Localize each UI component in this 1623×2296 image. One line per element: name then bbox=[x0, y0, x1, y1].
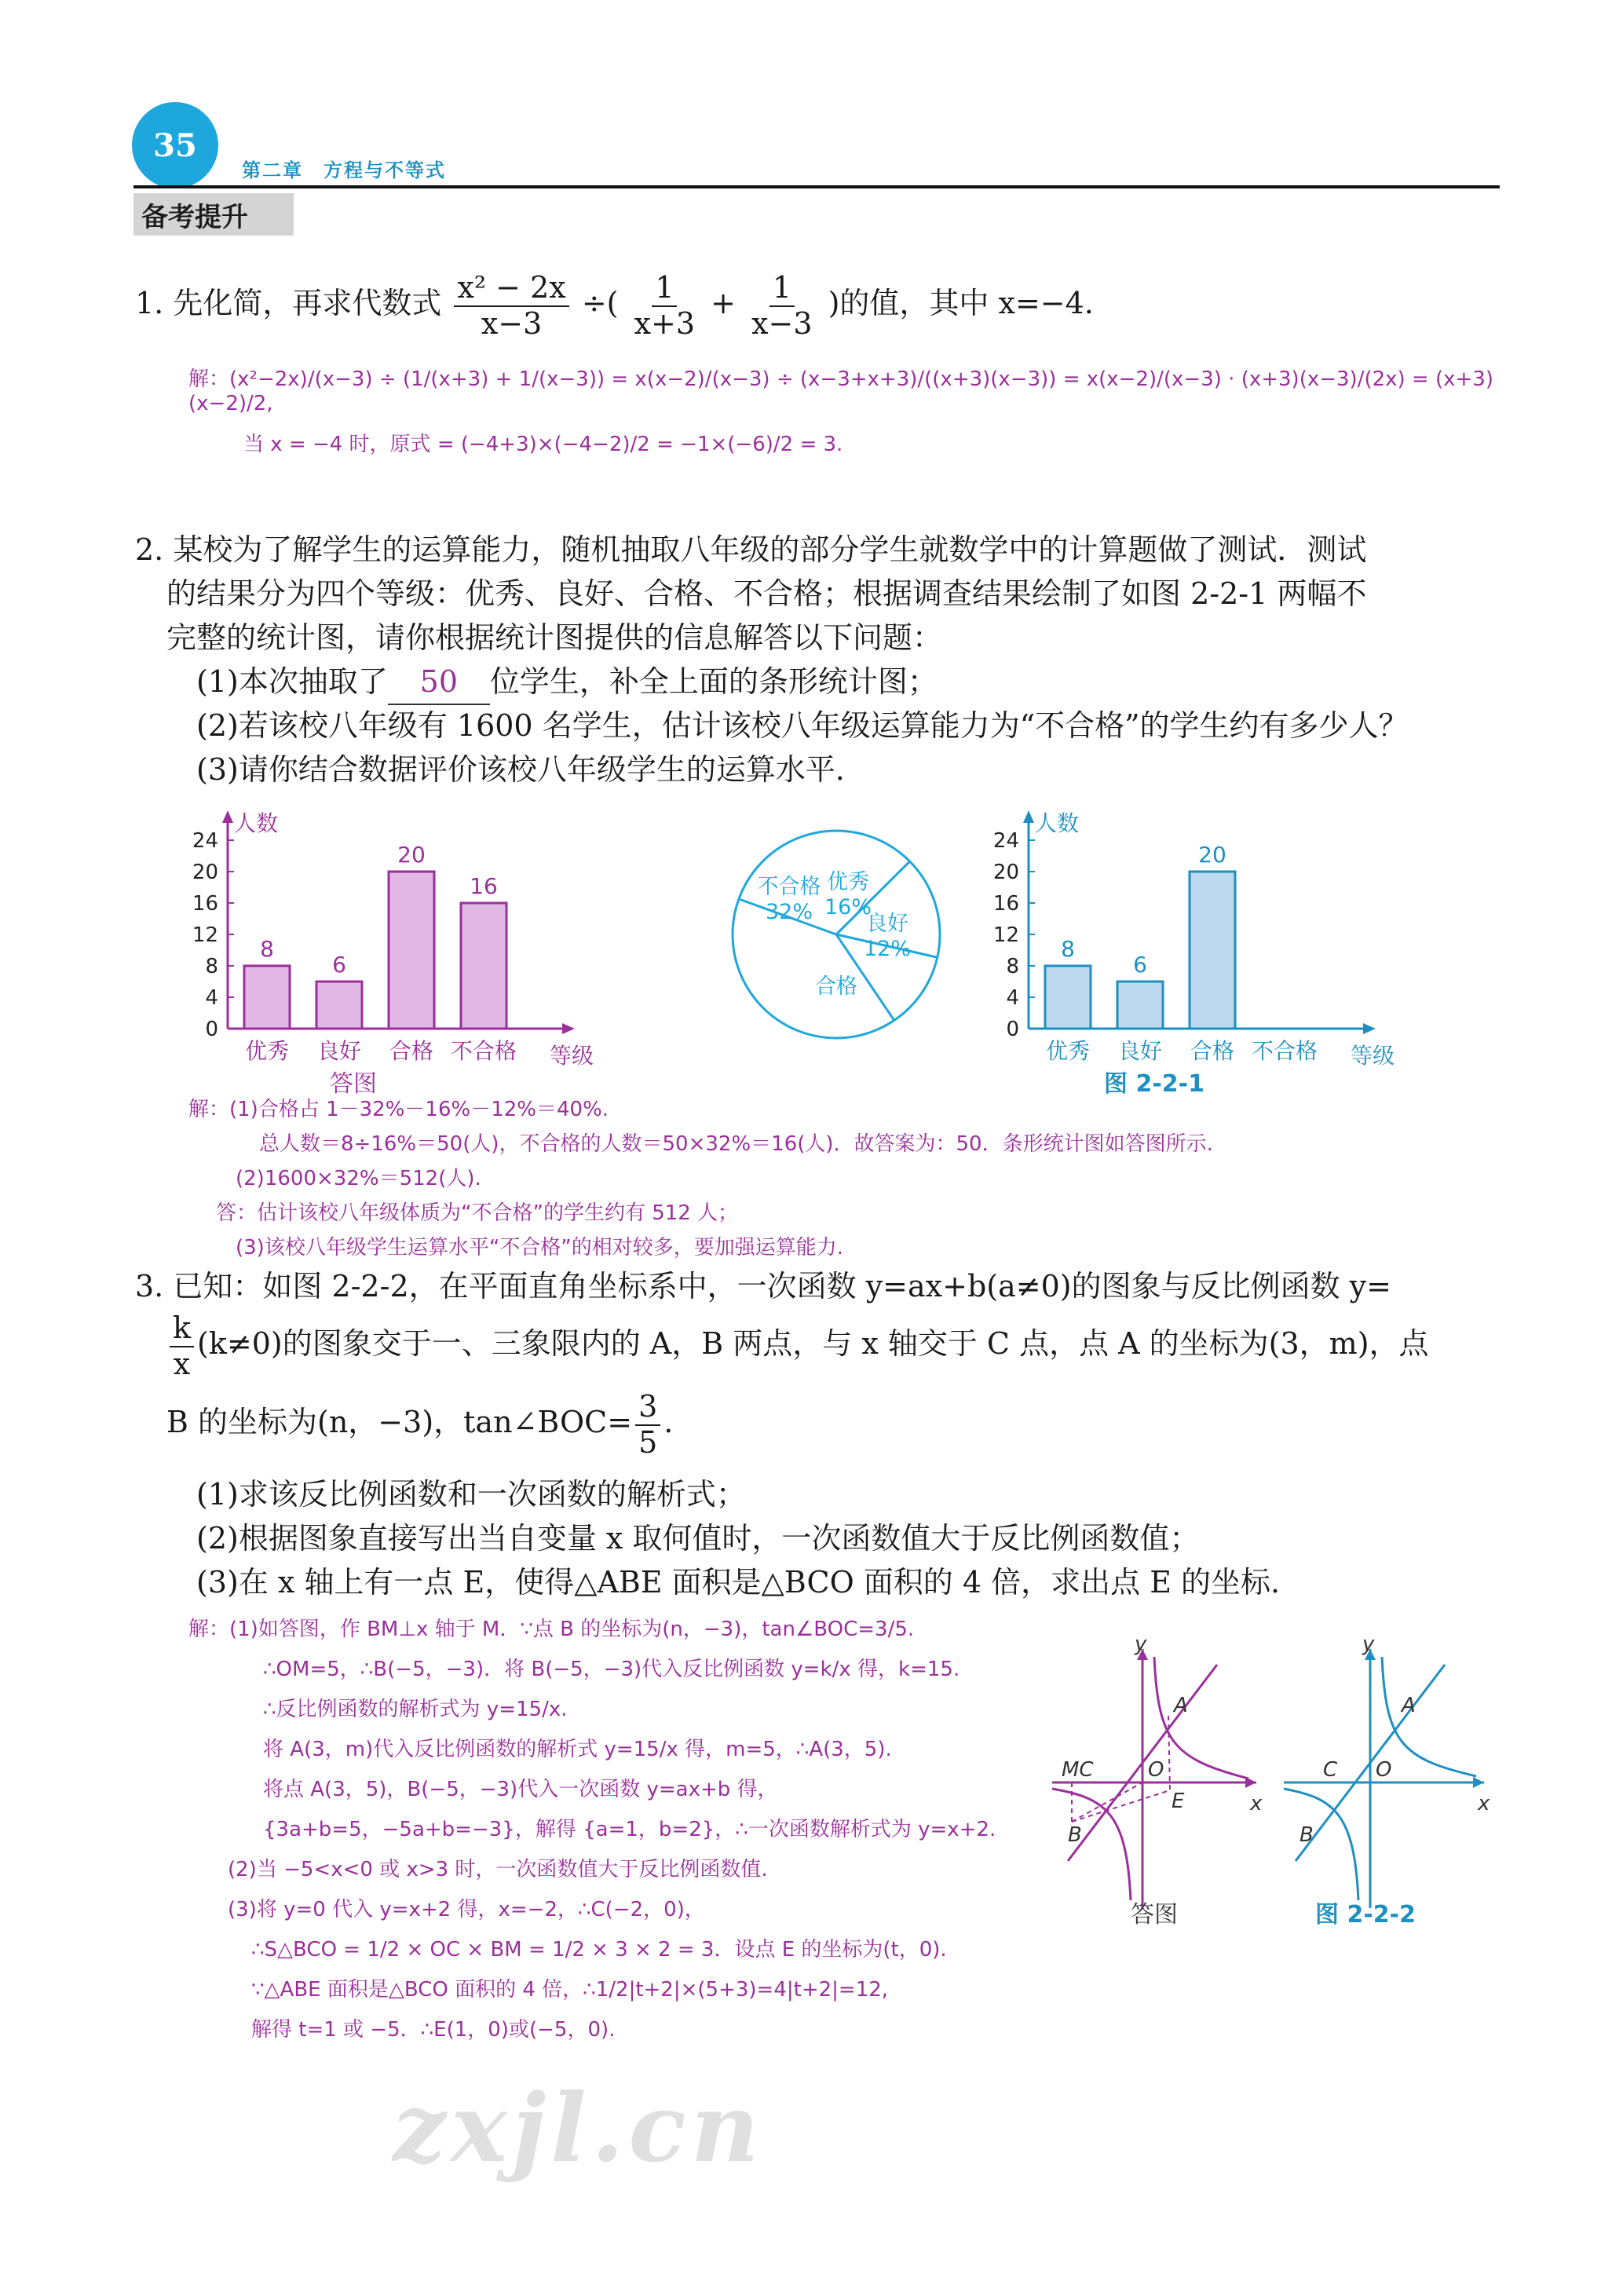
q3-sol-line: 解：(1)如答图，作 BM⊥x 轴于 M．∵点 B 的坐标为(n，−3)，tan∠BOC=3/5. bbox=[188, 1618, 915, 1641]
x-label: x bbox=[1478, 1792, 1490, 1815]
solution-text: (x²−2x)/(x−3) ÷ (1/(x+3) + 1/(x−3)) = x(x−2)/(x−3) ÷ (x−3+x+3)/((x+3)(x−3)) = x(x−2)/(x−3) · (x+3)(x−3)/(2x) = (x+3)(x−2)/2, bbox=[188, 367, 1493, 415]
section-title: 备考提升 bbox=[133, 193, 294, 236]
q3-line1: 3. 已知：如图 2-2-2，在平面直角坐标系中，一次函数 y=ax+b(a≠0)的图象与反比例函数 y= bbox=[135, 1269, 1391, 1303]
q3-answer-figure bbox=[1036, 1633, 1272, 1932]
y-tick-label: 4 bbox=[205, 986, 218, 1010]
point-C: C bbox=[1323, 1758, 1338, 1782]
pie-label: 不合格 bbox=[757, 875, 821, 899]
x-tick-label: 不合格 bbox=[450, 1038, 517, 1064]
pie-label: 优秀 bbox=[827, 870, 869, 894]
answer-figure-caption: 答图 bbox=[1131, 1901, 1178, 1929]
bar bbox=[1190, 872, 1235, 1029]
point-A: A bbox=[1402, 1694, 1416, 1717]
q3-figure bbox=[1272, 1633, 1508, 1932]
q1-op: ÷( bbox=[581, 286, 619, 321]
pie-chart bbox=[718, 817, 978, 1052]
q2-solution-2: 总人数＝8÷16%＝50(人)，不合格的人数＝50×32%＝16(人)．故答案为：50．条形统计图如答图所示. bbox=[259, 1132, 1213, 1156]
bar bbox=[1117, 982, 1163, 1029]
chart-caption: 答图 bbox=[330, 1070, 377, 1098]
q2-line2: 的结果分为四个等级：优秀、良好、合格、不合格；根据调查结果绘制了如图 2-2-1 两幅不 bbox=[166, 576, 1367, 611]
q1-frac-b bbox=[631, 271, 698, 341]
q3-sol-line: (2)当 −5<x<0 或 x>3 时，一次函数值大于反比例函数值. bbox=[228, 1858, 768, 1881]
y-label: y bbox=[1362, 1632, 1375, 1656]
y-label: y bbox=[1135, 1632, 1147, 1656]
hyperbola-q3 bbox=[1284, 1789, 1358, 1900]
frac-den: 5 bbox=[638, 1424, 658, 1460]
y-tick-label: 16 bbox=[992, 892, 1019, 916]
chapter-title: 第二章 方程与不等式 bbox=[242, 159, 446, 181]
x-tick-label: 良好 bbox=[316, 1038, 362, 1064]
q3-sub2: (2)根据图象直接写出当自变量 x 取何值时，一次函数值大于反比例函数值； bbox=[196, 1521, 1200, 1556]
x-tick-label: 良好 bbox=[1117, 1038, 1163, 1064]
pie-percent: 12% bbox=[863, 937, 912, 961]
bar bbox=[316, 982, 362, 1029]
point-E: E bbox=[1172, 1790, 1185, 1813]
x-axis-arrow bbox=[562, 1023, 575, 1034]
frac-num: x² − 2x bbox=[454, 271, 568, 307]
data-label: 8 bbox=[1061, 936, 1075, 962]
y-tick-label: 0 bbox=[1006, 1018, 1019, 1041]
q2-sub2: (2)若该校八年级有 1600 名学生，估计该校八年级运算能力为“不合格”的学生约有多少人？ bbox=[196, 708, 1409, 743]
q1-op: + bbox=[711, 286, 736, 321]
y-tick-label: 0 bbox=[205, 1018, 218, 1041]
y-tick-label: 20 bbox=[192, 861, 218, 884]
point-O: O bbox=[1376, 1758, 1392, 1782]
q2-sub1-pre: (1)本次抽取了 bbox=[196, 664, 388, 699]
bar bbox=[389, 872, 434, 1029]
bar bbox=[461, 903, 506, 1029]
frac-num: 1 bbox=[652, 271, 677, 307]
q2-sub1 bbox=[196, 660, 1500, 705]
q3-sol-line: 将点 A(3，5)，B(−5，−3)代入一次函数 y=ax+b 得， bbox=[263, 1778, 778, 1801]
q3-line2-text: (k≠0)的图象交于一、三象限内的 A，B 两点，与 x 轴交于 C 点，点 A 的坐标为(3，m)，点 bbox=[197, 1326, 1429, 1362]
x-tick-label: 优秀 bbox=[1045, 1038, 1091, 1064]
y-axis-arrow bbox=[222, 810, 233, 823]
point-B: B bbox=[1299, 1823, 1314, 1847]
y-axis-title: 人数 bbox=[1035, 810, 1080, 836]
hyperbola-q1 bbox=[1382, 1657, 1476, 1776]
q2-line1: 2. 某校为了解学生的运算能力，随机抽取八年级的部分学生就数学中的计算题做了测试．测试 bbox=[135, 532, 1367, 567]
q2-solution-3: (2)1600×32%＝512(人). bbox=[236, 1167, 481, 1190]
x-label: x bbox=[1250, 1792, 1263, 1815]
q3-sol-line: 解得 t=1 或 −5．∴E(1，0)或(−5，0). bbox=[251, 2018, 616, 2042]
x-tick-label: 不合格 bbox=[1251, 1038, 1318, 1064]
y-axis-arrow bbox=[1023, 810, 1034, 823]
q3-sub3: (3)在 x 轴上有一点 E，使得△ABE 面积是△BCO 面积的 4 倍，求出点 E 的坐标. bbox=[196, 1565, 1281, 1600]
data-label: 6 bbox=[1133, 952, 1147, 978]
q3-sol-line: ∴反比例函数的解析式为 y=15/x. bbox=[263, 1698, 568, 1721]
q1-suffix: )的值，其中 x=−4. bbox=[828, 286, 1094, 321]
q3-line3-post: . bbox=[663, 1405, 674, 1440]
frac-den: x−3 bbox=[751, 305, 813, 341]
bar bbox=[1045, 966, 1091, 1029]
q1-frac-a bbox=[454, 271, 568, 341]
q2-solution-1: 解：(1)合格占 1－32%－16%－12%＝40%. bbox=[188, 1098, 609, 1121]
q3-sol-line: {3a+b=5，−5a+b=−3}，解得 {a=1，b=2}，∴一次函数解析式为 y=x+2. bbox=[263, 1818, 996, 1841]
q2-sub1-post: 位学生，补全上面的条形统计图； bbox=[489, 664, 938, 699]
y-tick-label: 12 bbox=[992, 923, 1019, 947]
pie-label: 合格 bbox=[815, 974, 857, 999]
point-MC: MC bbox=[1062, 1758, 1094, 1782]
q3-frac-k-x bbox=[170, 1311, 194, 1381]
q1-solution-line1 bbox=[188, 363, 1523, 415]
q3-sol-line: 将 A(3，m)代入反比例函数的解析式 y=15/x 得，m=5，∴A(3，5). bbox=[263, 1738, 892, 1761]
y-tick-label: 8 bbox=[1006, 955, 1019, 978]
frac-den: x−3 bbox=[481, 305, 543, 341]
point-A: A bbox=[1174, 1694, 1188, 1717]
q3-sol-line: ∴OM=5，∴B(−5，−3)．将 B(−5，−3)代入反比例函数 y=k/x 得，k=15. bbox=[263, 1658, 960, 1681]
pie-percent: 16% bbox=[824, 895, 872, 919]
q3-sol-line: ∴S△BCO = 1/2 × OC × BM = 1/2 × 3 × 2 = 3．设点 E 的坐标为(t，0). bbox=[251, 1938, 947, 1961]
q2-solution-4: 答：估计该校八年级体质为“不合格”的学生约有 512 人； bbox=[216, 1201, 739, 1225]
frac-num: k bbox=[170, 1311, 194, 1347]
x-axis-arrow bbox=[1473, 1777, 1484, 1788]
page-number: 35 bbox=[132, 102, 218, 188]
pie-percent: 32% bbox=[765, 900, 813, 924]
x-axis-title: 等级 bbox=[1351, 1043, 1395, 1069]
q3-line3-pre: B 的坐标为(n，−3)，tan∠BOC= bbox=[166, 1405, 633, 1440]
frac-num: 3 bbox=[635, 1390, 660, 1426]
x-axis-arrow bbox=[1363, 1023, 1376, 1034]
data-label: 6 bbox=[332, 952, 346, 978]
figure-caption: 图 2-2-2 bbox=[1315, 1901, 1416, 1929]
x-tick-label: 合格 bbox=[389, 1038, 434, 1064]
q3-sol-line: ∵△ABE 面积是△BCO 面积的 4 倍，∴1/2|t+2|×(5+3)=4|t+2|=12, bbox=[251, 1978, 889, 2002]
point-B: B bbox=[1068, 1823, 1082, 1847]
x-tick-label: 优秀 bbox=[244, 1038, 290, 1064]
data-label: 20 bbox=[397, 842, 426, 868]
y-tick-label: 12 bbox=[192, 923, 218, 947]
chart-caption: 图 2-2-1 bbox=[1104, 1070, 1204, 1098]
q3-sub1: (1)求该反比例函数和一次函数的解析式； bbox=[196, 1477, 746, 1512]
bar bbox=[244, 966, 290, 1029]
answer-bar-chart bbox=[173, 793, 628, 1098]
q1-frac-c bbox=[748, 271, 815, 341]
frac-den: x bbox=[173, 1346, 191, 1381]
q3-frac-tan bbox=[635, 1390, 660, 1460]
hyperbola-q3 bbox=[1052, 1789, 1131, 1900]
y-tick-label: 8 bbox=[205, 955, 218, 978]
q1-stem bbox=[135, 271, 1501, 341]
y-tick-label: 4 bbox=[1006, 986, 1019, 1010]
x-tick-label: 合格 bbox=[1190, 1038, 1235, 1064]
y-tick-label: 16 bbox=[192, 892, 218, 916]
y-tick-label: 20 bbox=[992, 861, 1019, 884]
watermark: zxjl.cn bbox=[393, 2073, 764, 2184]
data-label: 16 bbox=[470, 873, 498, 899]
y-tick-label: 24 bbox=[192, 829, 218, 853]
header-divider bbox=[133, 185, 1500, 188]
data-label: 8 bbox=[260, 936, 274, 962]
q3-solution bbox=[188, 1610, 1044, 2050]
solution-label: 解： bbox=[188, 367, 230, 391]
pie-label: 良好 bbox=[866, 912, 908, 936]
q2-line3: 完整的统计图，请你根据统计图提供的信息解答以下问题： bbox=[166, 620, 943, 655]
x-axis-title: 等级 bbox=[550, 1043, 594, 1069]
q1-solution-line2: 当 x = −4 时，原式 = (−4+3)×(−4−2)/2 = −1×(−6)/2 = 3. bbox=[243, 433, 843, 456]
figure-bar-chart bbox=[974, 793, 1429, 1098]
q3-line3 bbox=[166, 1390, 1501, 1460]
q2-solution-5: (3)该校八年级学生运算水平“不合格”的相对较多，要加强运算能力. bbox=[236, 1236, 844, 1260]
data-label: 20 bbox=[1198, 842, 1226, 868]
frac-den: x+3 bbox=[634, 305, 696, 341]
q3-sol-line: (3)将 y=0 代入 y=x+2 得，x=−2，∴C(−2，0)， bbox=[228, 1898, 705, 1921]
q2-blank-answer: 50 bbox=[388, 660, 490, 705]
q2-sub3: (3)请你结合数据评价该校八年级学生的运算水平． bbox=[196, 752, 865, 787]
y-axis-title: 人数 bbox=[234, 810, 279, 836]
frac-num: 1 bbox=[769, 271, 795, 307]
q3-line2 bbox=[166, 1311, 1501, 1381]
q1-prefix: 1. 先化简，再求代数式 bbox=[135, 286, 442, 321]
y-tick-label: 24 bbox=[992, 829, 1019, 853]
point-O: O bbox=[1148, 1758, 1164, 1782]
